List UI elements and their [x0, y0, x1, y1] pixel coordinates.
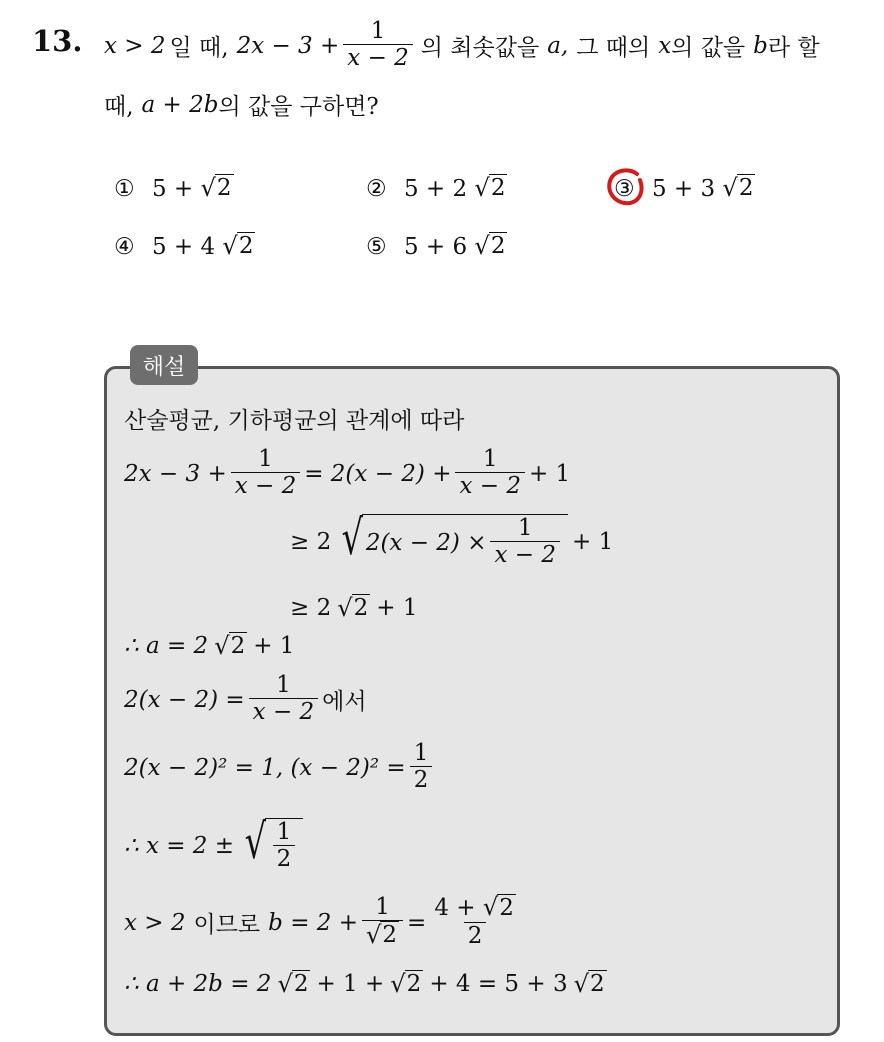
expression: 2(x − 2) =: [124, 686, 245, 713]
expression: = 2(x − 2) +: [304, 460, 452, 487]
fraction: [273, 819, 296, 874]
sqrt: [337, 594, 370, 622]
radicand: 2: [490, 175, 506, 201]
choice-value: 5 +: [151, 176, 194, 202]
fraction-numerator: 1: [413, 740, 429, 766]
sqrt: [222, 232, 255, 260]
choice-mark: ④: [114, 234, 135, 260]
expression: + 1: [528, 460, 571, 487]
expression: 이므로: [193, 912, 261, 939]
radicand: 2: [238, 233, 254, 259]
expression: 4 +: [434, 895, 476, 922]
expression: 2x − 3 +: [124, 460, 227, 487]
question-text: 의 값을 구하면?: [218, 94, 379, 120]
radicand: 2: [490, 233, 506, 259]
fraction: [490, 515, 560, 570]
radical-icon: √: [482, 893, 499, 922]
expression: ∴ a = 2: [124, 633, 209, 659]
radicand: [362, 514, 568, 570]
expression: b = 2 +: [268, 909, 358, 936]
fraction-numerator: 1: [370, 18, 386, 44]
fraction-numerator: 1: [375, 894, 390, 920]
solution-line-7: [124, 740, 436, 795]
fraction-denominator: x − 2: [490, 541, 560, 570]
radicand: 2: [353, 595, 369, 621]
expression: ∴ x = 2 ±: [124, 833, 235, 860]
radical-icon: √: [722, 174, 738, 202]
radicand: 2: [499, 895, 514, 922]
radicand: 2: [230, 633, 246, 659]
choice-mark: ①: [114, 176, 135, 202]
fraction-denominator: x − 2: [343, 44, 413, 73]
fraction-numerator: 1: [276, 672, 291, 698]
expression: a + 2b: [141, 91, 219, 118]
expression: ≥ 2: [290, 529, 332, 556]
fraction-numerator: 1: [276, 819, 292, 845]
question-text: 일 때,: [169, 35, 229, 62]
radicand: 2: [382, 922, 398, 949]
radical-icon: √: [474, 232, 490, 260]
question-text: 의 최솟값을: [420, 35, 540, 62]
radicand: [265, 818, 304, 874]
question-text: 라 할: [767, 35, 820, 62]
radical-icon: √: [390, 970, 406, 998]
choice-mark: ⑤: [366, 234, 387, 260]
sqrt: [390, 970, 423, 998]
choice-value: 5 + 6: [403, 234, 468, 260]
radical-icon: √: [277, 970, 293, 998]
solution-line-10: [124, 970, 607, 998]
expression: 2x − 3 +: [236, 32, 340, 59]
expression: 2(x − 2)² = 1, (x − 2)² =: [124, 754, 406, 781]
radical-icon: √: [337, 594, 353, 622]
radical-icon: √: [573, 970, 589, 998]
choice-4[interactable]: [114, 232, 255, 260]
expression: ≥ 2: [290, 595, 332, 621]
fraction: [455, 446, 525, 501]
expression: + 1: [376, 595, 418, 621]
sqrt: [240, 814, 303, 874]
fraction-denominator: 2: [410, 766, 433, 795]
sqrt: [574, 970, 607, 998]
expression: =: [407, 909, 427, 936]
question-text: 때,: [104, 94, 134, 120]
fraction: [362, 894, 403, 951]
solution-line-1: 산술평균, 기하평균의 관계에 따라: [124, 408, 465, 434]
question-line-1: [104, 18, 820, 73]
solution-line-8: [124, 814, 303, 874]
radicand: 2: [738, 175, 754, 201]
solution-line-4: [290, 594, 417, 622]
fraction-denominator: x − 2: [231, 472, 301, 501]
choice-value: 5 + 2: [403, 176, 468, 202]
radical-icon: √: [222, 232, 238, 260]
question-text: 그 때의: [576, 35, 651, 62]
expression: 에서: [322, 689, 367, 716]
fraction-numerator: [430, 894, 520, 922]
sqrt: [474, 174, 507, 202]
fraction-denominator: 2: [464, 922, 487, 951]
radicand: 2: [216, 175, 232, 201]
choice-mark: ③: [614, 176, 635, 202]
choice-1[interactable]: [114, 174, 234, 202]
expression: 2(x − 2) ×: [365, 529, 487, 556]
sqrt: [277, 970, 310, 998]
solution-line-5: [124, 632, 294, 660]
solution-tag: 해설: [130, 345, 198, 385]
variable-a: a,: [547, 32, 569, 59]
radical-icon: √: [214, 632, 230, 660]
sqrt: [366, 921, 399, 950]
question-text: 의 값을: [671, 35, 746, 62]
sqrt: [483, 894, 516, 922]
radical-icon: √: [341, 510, 364, 566]
fraction-denominator: x − 2: [455, 472, 525, 501]
fraction: [430, 894, 520, 950]
radical-icon: √: [366, 921, 382, 950]
sqrt: [474, 232, 507, 260]
fraction: [410, 740, 433, 795]
choice-value: 5 + 3: [651, 176, 716, 202]
sqrt: [200, 174, 233, 202]
expression: x > 2: [124, 909, 186, 936]
radical-icon: √: [200, 174, 216, 202]
radical-icon: √: [244, 814, 267, 870]
fraction: [343, 18, 413, 73]
question-number: 13.: [32, 24, 83, 58]
solution-line-9: [124, 894, 524, 951]
solution-line-2: [124, 446, 570, 501]
sqrt: [722, 174, 755, 202]
radicand: 2: [293, 971, 309, 997]
fraction-numerator: 1: [482, 446, 498, 472]
expression: + 4 = 5 + 3: [429, 971, 568, 997]
variable-x: x: [658, 32, 672, 59]
choice-value: 5 + 4: [151, 234, 216, 260]
fraction-denominator: [362, 920, 403, 951]
choice-mark: ②: [366, 176, 387, 202]
radicand: 2: [589, 971, 605, 997]
fraction-numerator: 1: [258, 446, 273, 472]
fraction: [249, 672, 319, 727]
solution-line-6: [124, 672, 367, 727]
expression: + 1: [253, 633, 295, 659]
selected-answer-circle-icon: [606, 167, 646, 207]
fraction-numerator: 1: [517, 515, 533, 541]
sqrt: [337, 510, 568, 570]
sqrt: [214, 632, 247, 660]
expression: + 1 +: [316, 971, 385, 997]
choice-2[interactable]: [366, 174, 507, 202]
expression: ∴ a + 2b = 2: [124, 971, 272, 997]
expression: + 1: [571, 529, 614, 556]
fraction: [231, 446, 301, 501]
variable-b: b: [753, 32, 768, 59]
fraction-denominator: x − 2: [249, 698, 319, 727]
solution-line-3: [290, 510, 614, 570]
question-line-2: [104, 88, 379, 121]
choice-5[interactable]: [366, 232, 507, 260]
condition: x > 2: [104, 32, 166, 59]
radicand: 2: [406, 971, 422, 997]
fraction-denominator: 2: [273, 845, 296, 874]
radical-icon: √: [474, 174, 490, 202]
